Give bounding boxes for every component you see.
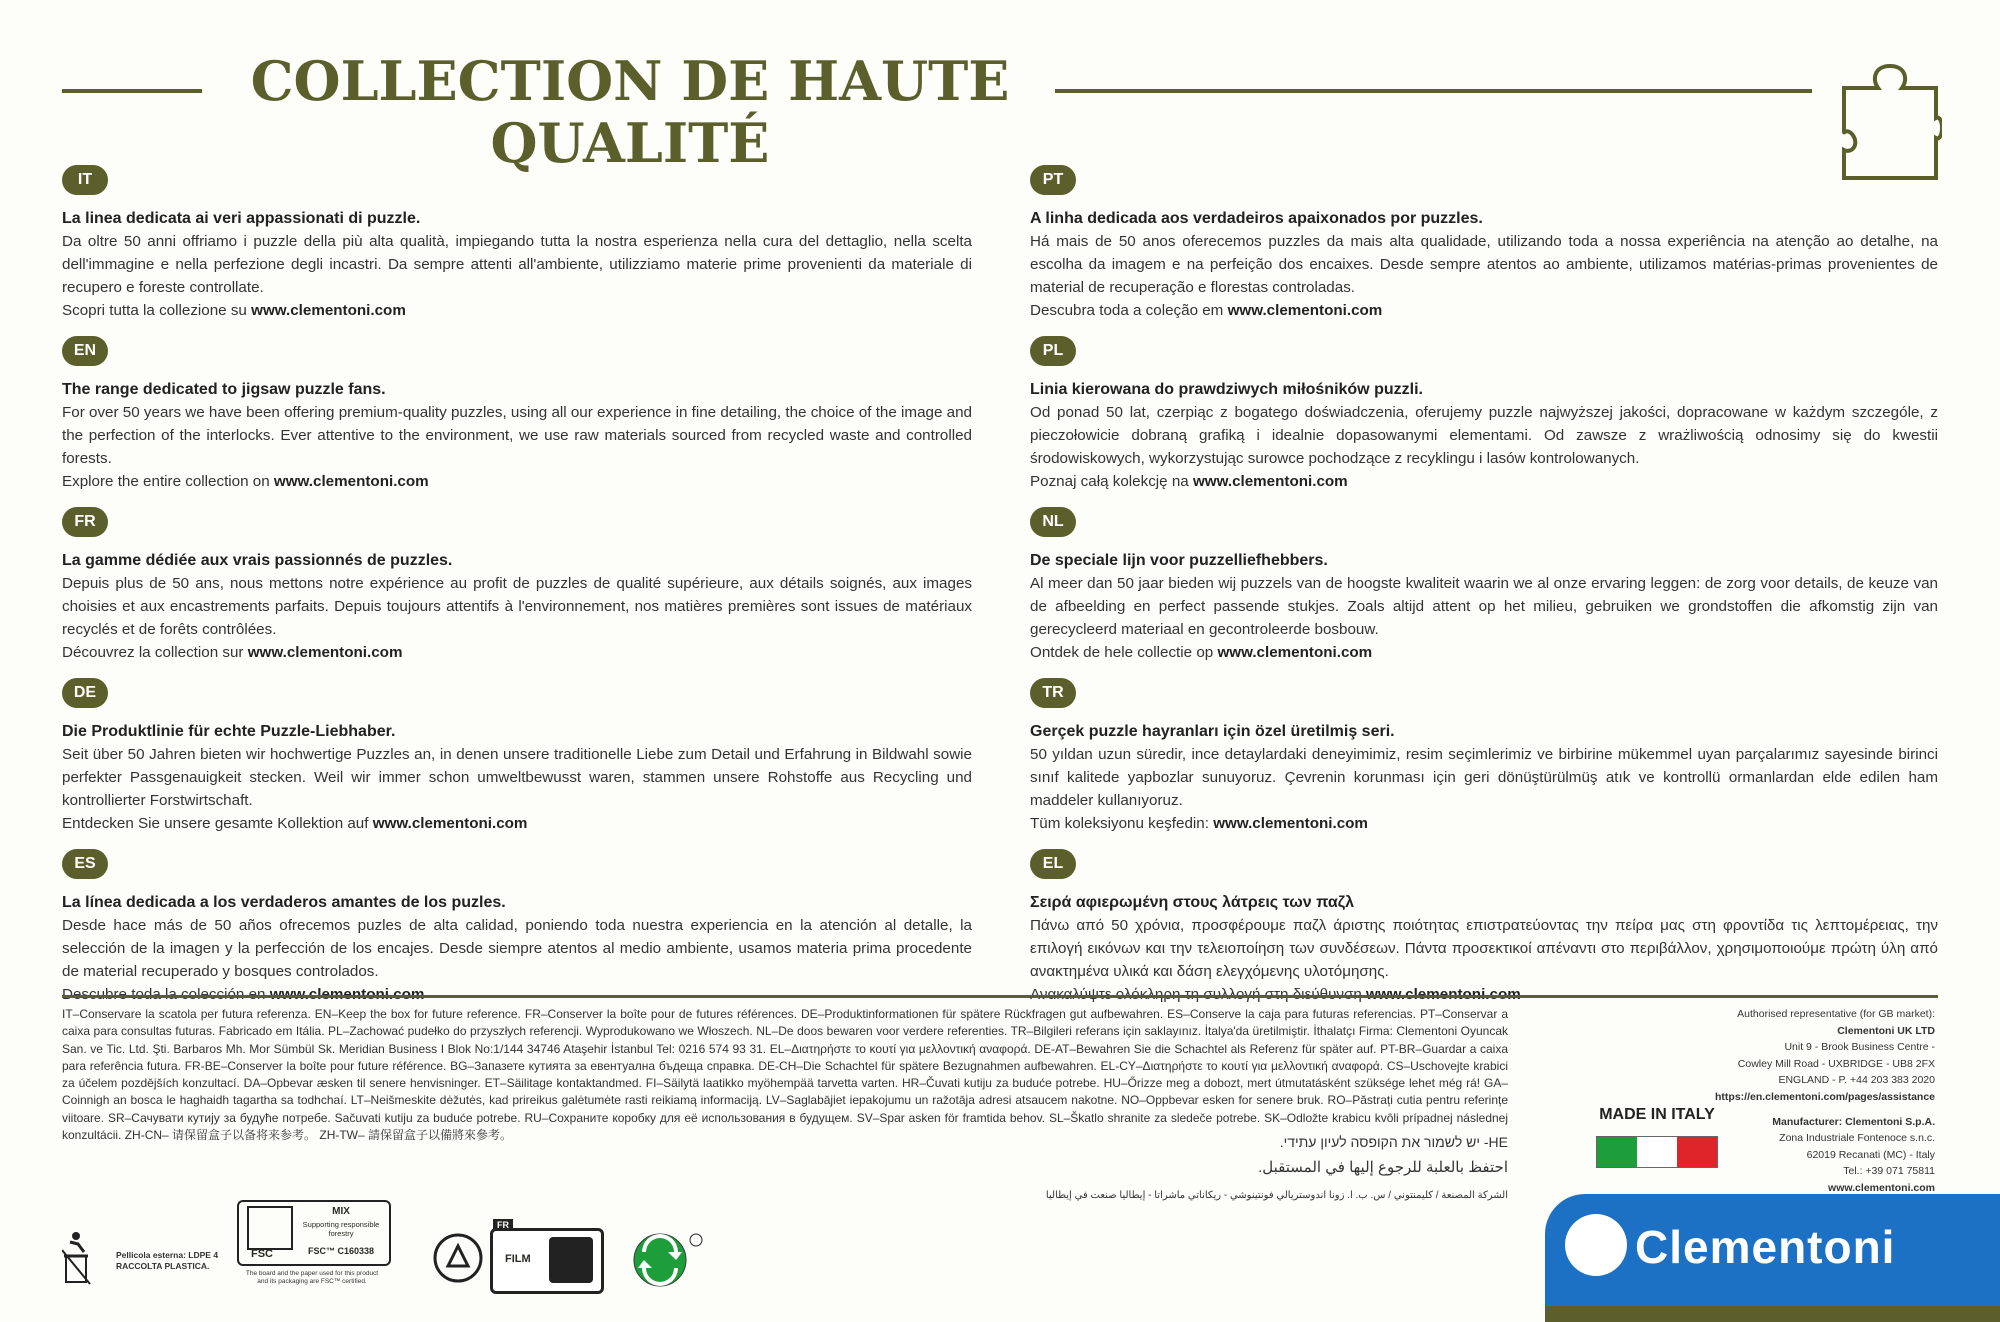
website-link[interactable]: www.clementoni.com <box>247 644 403 661</box>
multilingual-notes: IT–Conservare la scatola per futura referenza. EN–Keep the box for future reference. FR–Conserver la boîte pour de futures références. DE–Produktinformationen für spätere Rückfragen gut aufbewahren. ES–Conserve la caja para futuras referencias. PT–Conservar a caixa para consultas futuras. Fabricado em Itália. PL–Zachować pudełko do przyszłych referencji. Wyprodukowano we Włoszech. NL–De doos bewaren voor verdere referenties. TR–Bilgileri referans için saklayınız. İtalya'da üretilmiştir. İthalatçı Firma: Clementoni Oyuncak San. ve Tic. Ltd. Şti. Barbaros Mh. Mor Sümbül Sk. Meridian Business I Blok No:1/144 34746 Ataşehir İstanbul Tel: 0216 574 93 31. EL–Διατηρήστε το κουτί για μελλοντική αναφορά. DE-AT–Bewahren Sie die Schachtel als Referenz für später auf. PT-BR–Guardar a caixa para referência futura. FR-BE–Conserver la boîte pour future référence. BG–Запазете кутията за евентуална бъдеща справка. DE-CH–Die Schachtel für spätere Bezugnahmen aufbewahren. EL-CY–Διατηρήστε το κουτί για μελλοντική αναφορά. CS–Uschovejte krabici za účelem pozdějších konzultací. DA–Opbevar æsken til senere henvisninger. ET–Säilitage kontaktandmed. FI–Säilytä laatikko myöhempää tarvetta varten. HR–Čuvati kutiju za buduće potrebe. HU–Őrizze meg a dobozt, mert útmutatásként szüksége lehet még rá! GA–Coinnigh an bosca le haghaidh tagartha sa todhchaí. LT–Neišmeskite dėžutės, kad prireikus galėtumėte rasti reikiamą informaciją. LV–Saglabājiet iepakojumu un ražotāja adresi atsaucem nakotne. NO–Oppbevar esken for senere bruk. RO–Păstrați cutia pentru referințe viitoare. SR–Сачувати кутију за будуће потребе. Sačuvati kutiju za buduće potrebe. RU–Сохраните коробку для её использования в будущем. SV–Spar asken för framtida behov. SL–Škatlo shranite za sledeče potrebe. SK–Odložte krabicu kvôli prípadnej následnej konzultácii. ZH-CN– 请保留盒子以备将来参考。 ZH-TW– 請保留盒子以備將來參考。 <box>62 1007 1508 1143</box>
address-line: Cowley Mill Road - UXBRIDGE - UB8 2FX <box>1737 1057 1935 1070</box>
language-badge: EN <box>62 336 108 366</box>
page-title: COLLECTION DE HAUTE QUALITÉ <box>250 49 1010 175</box>
section-heading: De speciale lijn voor puzzelliefhebbers. <box>1030 552 1328 569</box>
language-badge: EL <box>1030 849 1076 879</box>
film-recycling-label: FR FILM <box>490 1228 604 1294</box>
discover-line <box>62 812 972 835</box>
fsc-tree-icon <box>247 1206 293 1250</box>
website-link[interactable]: www.clementoni.com <box>1217 644 1373 661</box>
discover-text: Poznaj całą kolekcję na <box>1030 473 1189 490</box>
section-body: Od ponad 50 lat, czerpiąc z bogatego doświadczenia, oferujemy puzzle najwyższej jakości, dopracowane w każdym szczególe, z pieczołowicie dobraną grafiką i idealnie dopasowanymi elementami. Od zawsze z wrażliwością odnosimy się do kwestii środowiskowych, wykorzystując surowce pochodzące z recyklingu i lasów kontrolowanych. <box>1030 404 1938 467</box>
address-line: Manufacturer: Clementoni S.p.A. <box>1772 1115 1935 1128</box>
discover-line <box>62 470 972 493</box>
section-heading: La linea dedicata ai veri appassionati di puzzle. <box>62 210 421 227</box>
section-body: Al meer dan 50 jaar bieden wij puzzels van de hoogste kwaliteit waarin we al onze ervaring leggen: de zorg voor details, de keuze van de afbeelding en perfect passende stukjes. Zoals altijd attent op het milieu, gebruiken we grondstoffen die afkomstig zijn van gerecycleerd materiaal en gecontroleerde bosbouw. <box>1030 575 1938 638</box>
italy-flag-icon <box>1596 1136 1718 1168</box>
language-section-en <box>62 336 972 493</box>
section-body: Desde hace más de 50 años ofrecemos puzles de alta calidad, poniendo toda nuestra experiencia en la atención al detalle, la selección de la imagen y la perfección de los encajes. Desde siempre atentos al medio ambiente, usamos materia prima procedente de material recuperado y bosques controlados. <box>62 917 972 980</box>
discover-text: Explore the entire collection on <box>62 473 270 490</box>
language-section-el <box>1030 849 1938 1006</box>
discover-text: Ontdek de hele collectie op <box>1030 644 1214 661</box>
bin-black-icon <box>549 1237 593 1283</box>
brand-name: Clementoni <box>1635 1221 1896 1273</box>
brand-logo-box <box>1545 1194 2000 1322</box>
language-section-it <box>62 165 972 322</box>
website-link[interactable]: www.clementoni.com <box>1227 302 1383 319</box>
language-section-pt <box>1030 165 1938 322</box>
website-link[interactable]: www.clementoni.com <box>1192 473 1348 490</box>
discover-line <box>62 299 972 322</box>
section-body: Há mais de 50 anos oferecemos puzzles da mais alta qualidade, utilizando toda a nossa experiência na atenção ao detalhe, na escolha da imagem e na perfeição dos encaixes. Desde sempre atentos ao ambiente, utilizamos matérias-primas provenientes de material de recuperação e florestas controladas. <box>1030 233 1938 296</box>
language-badge: IT <box>62 165 108 195</box>
film-label: Pellicola esterna: LDPE 4 RACCOLTA PLASTICA. <box>116 1250 219 1271</box>
language-section-nl <box>1030 507 1938 664</box>
address-line: Zona Industriale Fontenoce s.n.c. <box>1779 1132 1935 1145</box>
language-badge: PT <box>1030 165 1076 195</box>
discover-text: Descubra toda a coleção em <box>1030 302 1224 319</box>
address-line: Unit 9 - Brook Business Centre - <box>1784 1041 1935 1054</box>
bottom-divider <box>62 995 1938 998</box>
arabic-manufacturer-note: الشركة المصنعة / كليمنتوني / س. ب. ا. زونا اندوستريالي فونتينوشي - ريكاناتي ماشراتا - إيطاليا صنعت في إيطاليا <box>1045 1190 1508 1201</box>
green-dot-icon <box>632 1232 704 1288</box>
section-heading: Linia kierowana do prawdziwych miłośników puzzli. <box>1030 381 1423 398</box>
language-badge: DE <box>62 678 108 708</box>
language-badge: PL <box>1030 336 1076 366</box>
discover-text: Découvrez la collection sur <box>62 644 244 661</box>
recycle-icon <box>432 1232 484 1284</box>
hebrew-note: HE- יש לשמור את הקופסה לעיון עתידי. <box>1279 1134 1508 1150</box>
section-heading: La línea dedicada a los verdaderos amantes de los puzles. <box>62 894 506 911</box>
discover-line <box>1030 641 1938 664</box>
section-heading: Σειρά αφιερωμένη στους λάτρεις των παζλ <box>1030 894 1355 911</box>
address-line: ENGLAND - P. +44 203 383 2020 <box>1778 1074 1935 1087</box>
section-heading: Die Produktlinie für echte Puzzle-Liebhaber. <box>62 723 396 740</box>
clementoni-logo-icon <box>1565 1214 1627 1276</box>
discover-text: Scopri tutta la collezione su <box>62 302 247 319</box>
brand-band <box>1545 1306 2000 1322</box>
address-line: www.clementoni.com <box>1828 1181 1935 1194</box>
fsc-logo: FSC MIX Supporting responsible forestry FSC™ C160338 <box>237 1200 391 1266</box>
address-line: Authorised representative (for GB market): <box>1737 1008 1935 1020</box>
puzzle-piece-icon <box>1840 62 1942 182</box>
language-section-fr <box>62 507 972 664</box>
language-badge: TR <box>1030 678 1076 708</box>
fsc-note: The board and the paper used for this product and its packaging are FSC™ certified. <box>245 1270 379 1285</box>
discover-line <box>1030 812 1938 835</box>
bin-icon <box>62 1230 92 1290</box>
section-body: Πάνω από 50 χρόνια, προσφέρουμε παζλ άριστης ποιότητας επιστρατεύοντας την πείρα μας στη φροντίδα τις λεπτομέρειας, την επιλογή εικόνων και την τελειοποίηση των συνδέσεων. Πάντα προσεκτικοί απέναντι στο περιβάλλον, χρησιμοποιούμε πρώτη ύλη από ανακτημένα υλικά και δάση ελεγχόμενης υλοτόμησης. <box>1030 917 1938 980</box>
section-body: For over 50 years we have been offering premium-quality puzzles, using all our experience in fine detailing, the choice of the image and the perfection of the interlocks. Ever attentive to the environment, we use raw materials sourced from recycled waste and controlled forests. <box>62 404 972 467</box>
website-link[interactable]: www.clementoni.com <box>1213 815 1368 832</box>
language-badge: FR <box>62 507 108 537</box>
language-badge: ES <box>62 849 108 879</box>
address-line: https://en.clementoni.com/pages/assistance <box>1715 1090 1935 1103</box>
title-rule-left <box>62 89 202 93</box>
section-body: Depuis plus de 50 ans, nous mettons notre expérience au profit de puzzles de qualité supérieure, aux détails soignés, aux images choisies et aux encastrements parfaits. Depuis toujours attentifs à l'environnement, nos matières premières sont issues de matériaux recyclés et de forêts contrôlées. <box>62 575 972 638</box>
address-line: 62019 Recanati (MC) - Italy <box>1806 1148 1935 1161</box>
arabic-note: احتفظ بالعلبة للرجوع إليها في المستقبل. <box>1258 1159 1508 1176</box>
language-section-es <box>62 849 972 1006</box>
language-section-tr <box>1030 678 1938 835</box>
left-column <box>62 165 972 1020</box>
language-section-pl <box>1030 336 1938 493</box>
section-body: Da oltre 50 anni offriamo i puzzle della più alta qualità, impiegando tutta la nostra esperienza nella cura del dettaglio, nella scelta dell'immagine e nella perfezione degli incastri. Da sempre attenti all'ambiente, utilizziamo materie prime provenienti da materiale di recupero e foreste controllate. <box>62 233 972 296</box>
section-heading: A linha dedicada aos verdadeiros apaixonados por puzzles. <box>1030 210 1483 227</box>
language-section-de <box>62 678 972 835</box>
discover-line <box>1030 470 1938 493</box>
made-in-italy-label: MADE IN ITALY <box>1599 1106 1715 1123</box>
discover-line <box>1030 299 1938 322</box>
section-body: Seit über 50 Jahren bieten wir hochwertige Puzzles an, in denen unsere traditionelle Liebe zum Detail und Erfahrung in Bildwahl sowie perfekter Passgenauigkeit stecken. Weil wir immer schon umweltbewusst waren, stammen unsere Rohstoffe aus Recycling und kontrollierter Forstwirtschaft. <box>62 746 972 809</box>
section-heading: La gamme dédiée aux vrais passionnés de puzzles. <box>62 552 453 569</box>
website-link[interactable]: www.clementoni.com <box>372 815 528 832</box>
section-heading: Gerçek puzzle hayranları için özel üretilmiş seri. <box>1030 723 1395 740</box>
title-rule-right <box>1055 89 1812 93</box>
language-badge: NL <box>1030 507 1076 537</box>
discover-text: Entdecken Sie unsere gesamte Kollektion auf <box>62 815 369 832</box>
address-line: Tel.: +39 071 75811 <box>1843 1165 1935 1178</box>
discover-line <box>62 641 972 664</box>
website-link[interactable]: www.clementoni.com <box>273 473 429 490</box>
discover-text: Tüm koleksiyonu keşfedin: <box>1030 815 1209 832</box>
address-line: Clementoni UK LTD <box>1837 1024 1935 1037</box>
right-column <box>1030 165 1938 1020</box>
section-heading: The range dedicated to jigsaw puzzle fans. <box>62 381 386 398</box>
website-link[interactable]: www.clementoni.com <box>251 302 406 319</box>
section-body: 50 yıldan uzun süredir, ince detaylardaki deneyimimiz, resim seçimlerimiz ve birbirine mükemmel uyan parçalarımız sayesinde birinci sınıf kalitede yapbozlar sunuyoruz. Çevrenin korunması için geri dönüştürülmüş atık ve kontrollü ormanlardan elde edilen ham maddeler kullanıyoruz. <box>1030 746 1938 809</box>
